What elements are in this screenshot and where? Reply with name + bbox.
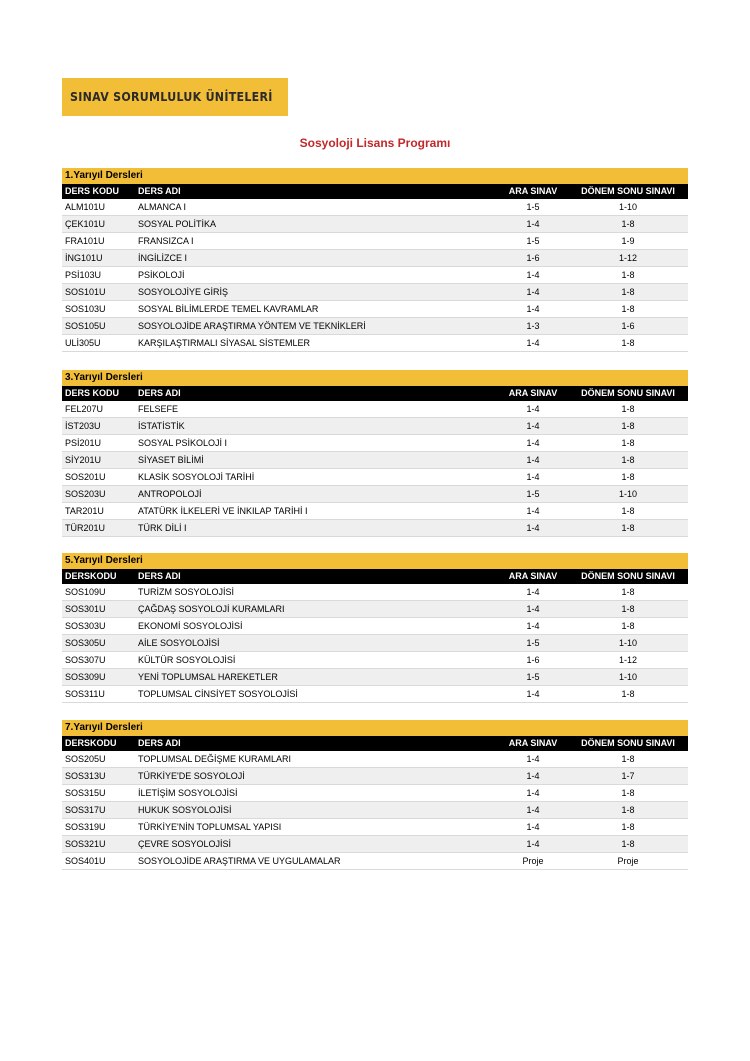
course-name: TURİZM SOSYOLOJİSİ	[135, 584, 498, 601]
midterm-units: 1-4	[498, 335, 568, 352]
final-units: 1-8	[568, 584, 688, 601]
course-code: TÜR201U	[62, 520, 135, 537]
col-header-name: DERS ADI	[135, 386, 498, 401]
final-units: 1-6	[568, 318, 688, 335]
table-row	[62, 301, 688, 318]
final-units: 1-8	[568, 751, 688, 768]
midterm-units: 1-4	[498, 584, 568, 601]
midterm-units: 1-4	[498, 618, 568, 635]
course-name: ÇEVRE SOSYOLOJİSİ	[135, 836, 498, 853]
col-header-name: DERS ADI	[135, 736, 498, 751]
table-row	[62, 199, 688, 216]
course-code: İST203U	[62, 418, 135, 435]
final-units: 1-8	[568, 452, 688, 469]
course-code: SOS105U	[62, 318, 135, 335]
final-units: 1-8	[568, 785, 688, 802]
table-row	[62, 751, 688, 768]
col-header-final: DÖNEM SONU SINAVI	[568, 736, 688, 751]
course-table	[62, 184, 688, 352]
course-code: FRA101U	[62, 233, 135, 250]
midterm-units: 1-4	[498, 452, 568, 469]
final-units: 1-8	[568, 503, 688, 520]
course-name: ATATÜRK İLKELERİ VE İNKILAP TARİHİ I	[135, 503, 498, 520]
final-units: 1-10	[568, 199, 688, 216]
course-name: SOSYAL PSİKOLOJİ I	[135, 435, 498, 452]
final-units: 1-8	[568, 216, 688, 233]
midterm-units: 1-4	[498, 520, 568, 537]
course-name: KARŞILAŞTIRMALI SİYASAL SİSTEMLER	[135, 335, 498, 352]
final-units: 1-12	[568, 250, 688, 267]
table-header-row	[62, 736, 688, 751]
course-code: SOS301U	[62, 601, 135, 618]
midterm-units: 1-4	[498, 469, 568, 486]
table-row	[62, 335, 688, 352]
section-heading: 5.Yarıyıl Dersleri	[62, 553, 688, 569]
course-name: HUKUK SOSYOLOJİSİ	[135, 802, 498, 819]
semester-section	[62, 168, 688, 352]
final-units: 1-8	[568, 686, 688, 703]
course-name: TOPLUMSAL CİNSİYET SOSYOLOJİSİ	[135, 686, 498, 703]
midterm-units: 1-4	[498, 435, 568, 452]
course-name: ALMANCA I	[135, 199, 498, 216]
course-code: SOS311U	[62, 686, 135, 703]
course-table	[62, 386, 688, 537]
semester-section	[62, 553, 688, 703]
table-row	[62, 853, 688, 870]
midterm-units: 1-4	[498, 401, 568, 418]
table-row	[62, 618, 688, 635]
section-heading: 3.Yarıyıl Dersleri	[62, 370, 688, 386]
table-row	[62, 652, 688, 669]
course-code: SİY201U	[62, 452, 135, 469]
course-name: EKONOMİ SOSYOLOJİSİ	[135, 618, 498, 635]
course-code: SOS109U	[62, 584, 135, 601]
course-code: PSİ201U	[62, 435, 135, 452]
col-header-final: DÖNEM SONU SINAVI	[568, 569, 688, 584]
table-row	[62, 233, 688, 250]
course-code: SOS101U	[62, 284, 135, 301]
col-header-name: DERS ADI	[135, 569, 498, 584]
midterm-units: 1-4	[498, 601, 568, 618]
midterm-units: 1-6	[498, 652, 568, 669]
midterm-units: 1-5	[498, 635, 568, 652]
course-code: SOS205U	[62, 751, 135, 768]
table-header-row	[62, 569, 688, 584]
course-name: SOSYAL POLİTİKA	[135, 216, 498, 233]
course-code: ULİ305U	[62, 335, 135, 352]
table-row	[62, 601, 688, 618]
final-units: 1-10	[568, 486, 688, 503]
final-units: 1-8	[568, 802, 688, 819]
course-code: SOS201U	[62, 469, 135, 486]
banner-title: SINAV SORUMLULUK ÜNİTELERİ	[70, 90, 273, 104]
course-code: SOS401U	[62, 853, 135, 870]
table-row	[62, 452, 688, 469]
table-row	[62, 469, 688, 486]
final-units: 1-7	[568, 768, 688, 785]
course-name: SOSYOLOJİDE ARAŞTIRMA YÖNTEM VE TEKNİKLERİ	[135, 318, 498, 335]
midterm-units: 1-5	[498, 486, 568, 503]
final-units: 1-8	[568, 301, 688, 318]
final-units: 1-8	[568, 520, 688, 537]
table-header-row	[62, 184, 688, 199]
col-header-code: DERSKODU	[62, 569, 135, 584]
midterm-units: 1-4	[498, 216, 568, 233]
course-table	[62, 736, 688, 870]
course-code: ALM101U	[62, 199, 135, 216]
table-row	[62, 318, 688, 335]
col-header-code: DERS KODU	[62, 184, 135, 199]
final-units: 1-8	[568, 418, 688, 435]
midterm-units: 1-4	[498, 768, 568, 785]
course-name: TÜRKİYE'NİN TOPLUMSAL YAPISI	[135, 819, 498, 836]
final-units: 1-8	[568, 819, 688, 836]
col-header-midterm: ARA SINAV	[498, 736, 568, 751]
table-row	[62, 267, 688, 284]
col-header-midterm: ARA SINAV	[498, 386, 568, 401]
course-table	[62, 569, 688, 703]
section-heading: 7.Yarıyıl Dersleri	[62, 720, 688, 736]
final-units: 1-8	[568, 284, 688, 301]
section-heading: 1.Yarıyıl Dersleri	[62, 168, 688, 184]
course-name: FRANSIZCA I	[135, 233, 498, 250]
course-name: SOSYOLOJİDE ARAŞTIRMA VE UYGULAMALAR	[135, 853, 498, 870]
col-header-midterm: ARA SINAV	[498, 184, 568, 199]
course-code: SOS321U	[62, 836, 135, 853]
table-row	[62, 250, 688, 267]
course-code: İNG101U	[62, 250, 135, 267]
final-units: 1-8	[568, 435, 688, 452]
table-row	[62, 802, 688, 819]
final-units: 1-8	[568, 267, 688, 284]
midterm-units: Proje	[498, 853, 568, 870]
table-row	[62, 785, 688, 802]
midterm-units: 1-5	[498, 233, 568, 250]
semester-section	[62, 720, 688, 870]
course-name: SİYASET BİLİMİ	[135, 452, 498, 469]
final-units: Proje	[568, 853, 688, 870]
semester-section	[62, 370, 688, 537]
midterm-units: 1-4	[498, 418, 568, 435]
col-header-code: DERSKODU	[62, 736, 135, 751]
course-code: SOS313U	[62, 768, 135, 785]
midterm-units: 1-4	[498, 503, 568, 520]
table-row	[62, 635, 688, 652]
course-name: ANTROPOLOJİ	[135, 486, 498, 503]
table-row	[62, 418, 688, 435]
midterm-units: 1-6	[498, 250, 568, 267]
course-name: KÜLTÜR SOSYOLOJİSİ	[135, 652, 498, 669]
table-row	[62, 520, 688, 537]
course-code: SOS203U	[62, 486, 135, 503]
table-row	[62, 819, 688, 836]
table-row	[62, 768, 688, 785]
midterm-units: 1-4	[498, 819, 568, 836]
course-code: ÇEK101U	[62, 216, 135, 233]
table-row	[62, 401, 688, 418]
final-units: 1-8	[568, 401, 688, 418]
course-name: İNGİLİZCE I	[135, 250, 498, 267]
course-code: PSİ103U	[62, 267, 135, 284]
course-code: SOS305U	[62, 635, 135, 652]
midterm-units: 1-4	[498, 785, 568, 802]
course-name: YENİ TOPLUMSAL HAREKETLER	[135, 669, 498, 686]
course-name: TOPLUMSAL DEĞİŞME KURAMLARI	[135, 751, 498, 768]
course-name: İLETİŞİM SOSYOLOJİSİ	[135, 785, 498, 802]
banner	[62, 78, 288, 116]
table-row	[62, 503, 688, 520]
course-code: SOS307U	[62, 652, 135, 669]
course-code: SOS309U	[62, 669, 135, 686]
course-name: TÜRKİYE'DE SOSYOLOJİ	[135, 768, 498, 785]
course-name: AİLE SOSYOLOJİSİ	[135, 635, 498, 652]
col-header-name: DERS ADI	[135, 184, 498, 199]
midterm-units: 1-4	[498, 836, 568, 853]
table-row	[62, 836, 688, 853]
course-name: SOSYOLOJİYE GİRİŞ	[135, 284, 498, 301]
page-title: Sosyoloji Lisans Programı	[299, 136, 451, 150]
midterm-units: 1-4	[498, 267, 568, 284]
course-code: SOS315U	[62, 785, 135, 802]
course-code: FEL207U	[62, 401, 135, 418]
final-units: 1-8	[568, 469, 688, 486]
final-units: 1-8	[568, 601, 688, 618]
course-code: SOS103U	[62, 301, 135, 318]
table-row	[62, 686, 688, 703]
course-name: ÇAĞDAŞ SOSYOLOJİ KURAMLARI	[135, 601, 498, 618]
midterm-units: 1-5	[498, 199, 568, 216]
midterm-units: 1-5	[498, 669, 568, 686]
course-name: TÜRK DİLİ I	[135, 520, 498, 537]
final-units: 1-8	[568, 335, 688, 352]
midterm-units: 1-4	[498, 301, 568, 318]
table-row	[62, 486, 688, 503]
table-row	[62, 216, 688, 233]
final-units: 1-10	[568, 669, 688, 686]
midterm-units: 1-4	[498, 686, 568, 703]
midterm-units: 1-4	[498, 751, 568, 768]
final-units: 1-9	[568, 233, 688, 250]
course-code: TAR201U	[62, 503, 135, 520]
course-code: SOS319U	[62, 819, 135, 836]
final-units: 1-12	[568, 652, 688, 669]
col-header-final: DÖNEM SONU SINAVI	[568, 184, 688, 199]
col-header-final: DÖNEM SONU SINAVI	[568, 386, 688, 401]
table-row	[62, 435, 688, 452]
course-name: İSTATİSTİK	[135, 418, 498, 435]
final-units: 1-8	[568, 836, 688, 853]
course-name: PSİKOLOJİ	[135, 267, 498, 284]
midterm-units: 1-4	[498, 284, 568, 301]
course-code: SOS303U	[62, 618, 135, 635]
table-row	[62, 584, 688, 601]
course-name: KLASİK SOSYOLOJİ TARİHİ	[135, 469, 498, 486]
col-header-midterm: ARA SINAV	[498, 569, 568, 584]
table-header-row	[62, 386, 688, 401]
midterm-units: 1-4	[498, 802, 568, 819]
final-units: 1-10	[568, 635, 688, 652]
course-name: FELSEFE	[135, 401, 498, 418]
midterm-units: 1-3	[498, 318, 568, 335]
table-row	[62, 669, 688, 686]
final-units: 1-8	[568, 618, 688, 635]
table-row	[62, 284, 688, 301]
course-name: SOSYAL BİLİMLERDE TEMEL KAVRAMLAR	[135, 301, 498, 318]
course-code: SOS317U	[62, 802, 135, 819]
col-header-code: DERS KODU	[62, 386, 135, 401]
